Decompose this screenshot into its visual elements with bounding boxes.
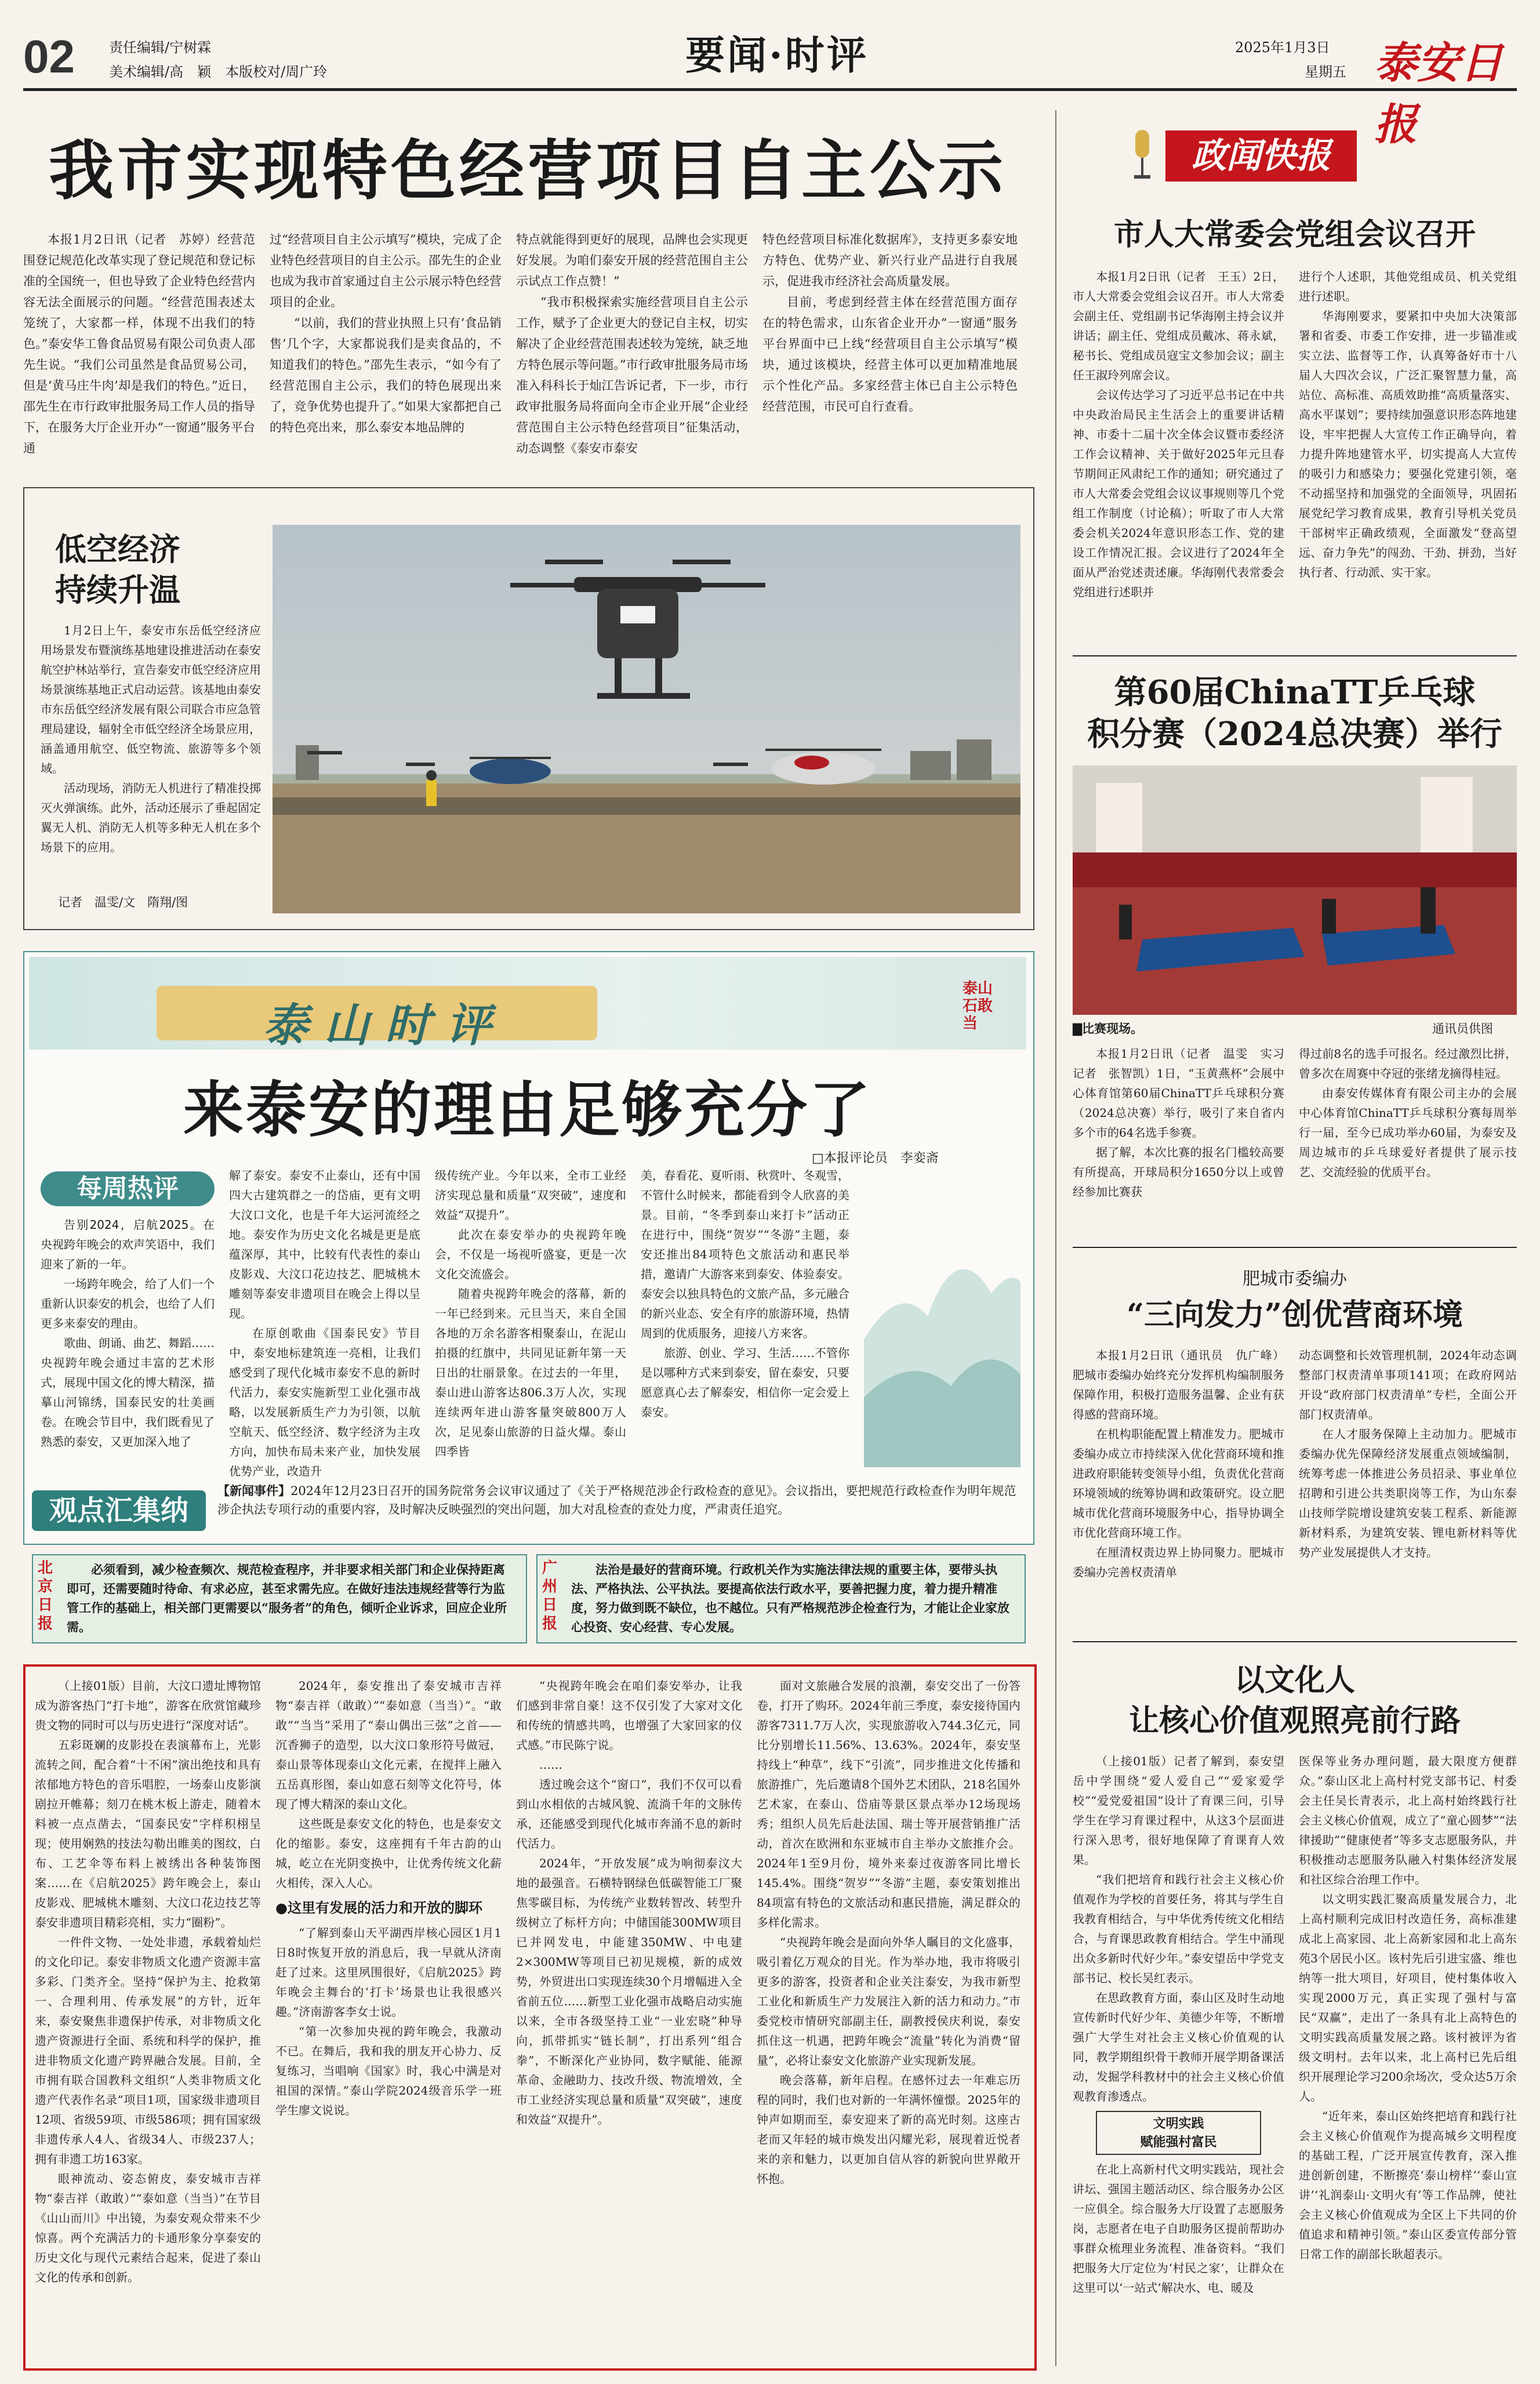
jx-col-1 xyxy=(35,1676,261,2357)
wh-subhead-box xyxy=(1096,2111,1261,2155)
lead-col-4 xyxy=(762,229,1018,467)
shiping-col-3 xyxy=(435,1166,626,1470)
issue-date: 2025年1月3日 xyxy=(1235,39,1330,56)
tt-photo-credit: 通讯员供图 xyxy=(1432,1022,1493,1036)
fc-col-2 xyxy=(1299,1345,1517,1635)
wh-p5: 医保等业务办理问题，最大限度方便群众。”泰山区北上高村村党支部书记、村委会主任吴长青表示，北上高村始终践行社会主义核心价值观，成立了“童心圆梦”“法律援助”“健康使者”等多支志愿服务队，并积极推动志愿服务队融入村集体经济发展和社区综合治理工作中。 xyxy=(1299,1754,1517,1886)
news-event-text: 2024年12月23日召开的国务院常务会议审议通过了《关于严格规范涉企行政检查的意见》。会议指出，要把规范行政检查作为明年规范涉企执法专项行动的重要内容，及时解决反映强烈的突出问题，加大对乱检查的查处力度，严肃责任追究。 xyxy=(217,1484,1016,1516)
guandian-tag: 观点汇集纳 xyxy=(32,1490,206,1531)
lead-p3: “以前，我们的营业执照上只有‘食品销售’几个字，大家都说我们是卖食品的，不知道我们的特色。”邵先生表示，“如今有了经营范围自主公示，我们的特色展现出来了，竞争优势也提升了。”如果大家都把自己的特色亮出来，那么泰安本地品牌的 xyxy=(270,316,502,434)
wh-subhead-1: 文明实践 xyxy=(1153,2116,1204,2131)
kuaibao-badge: 政闻快报 xyxy=(1165,130,1357,182)
drone-credit: 记者 温雯/文 隋翔/图 xyxy=(58,895,188,909)
drone-p1: 1月2日上午，泰安市东岳低空经济应用场景发布暨演练基地建设推进活动在泰安航空护林站举行，宣告泰安市低空经济应用场景演练基地正式启动运营。该基地由泰安市东岳低空经济发展有限公司联合市应急管理局建设，辐射全市低空经济全场景应用，涵盖通用航空、低空物流、旅游等多个领域。 xyxy=(41,623,261,775)
jx-p7: “了解到泰山天平湖西岸核心园区1月1日8时恢复开放的消息后，我一早就从济南赶了过来。这里夙围很好，《启航2025》跨年晚会主舞台的‘打卡’场景也让我很感兴趣。”济南游客李女士说。 xyxy=(275,1926,502,2019)
kb-col-2 xyxy=(1299,267,1517,649)
shiping-p6: 级传统产业。今年以来，全市工业经济实现总量和质量“双突破”，速度和效益“双提升”。 xyxy=(435,1169,626,1222)
lead-headline: 我市实现特色经营项目自主公示 xyxy=(49,133,1007,209)
lead-p4: 特点就能得到更好的展现，品牌也会实现更好发展。为咱们泰安开展的经营范围自主公示试点工作点赞！” xyxy=(516,233,748,288)
view-right-text: 法治是最好的营商环境。行政机关作为实施法律法规的重要主体，要带头执法、严格执法、公平执法。要提高依法行政水平，要善把握力度，着力提升精准度，努力做到既不缺位，也不越位。只有严格规范涉企检查行为，才能让企业家放心投资、安心经营、专心发展。 xyxy=(571,1562,1009,1634)
wh-p7: “近年来，泰山区始终把培育和践行社会主义核心价值观作为提高城乡文明程度的基础工程，广泛开展宣传教育，深入推进创新创建，不断擦亮‘泰山榜样’‘泰山宣讲’‘礼润泰山·文明火有’等工作品牌，使社会主义核心价值观成为全区上下共同的价值追求和精神引领。”泰山区委宣传部分管日常工作的副部长耿超表示。 xyxy=(1299,2109,1517,2261)
rule-2 xyxy=(1073,1247,1517,1248)
weekly-tag: 每周热评 xyxy=(41,1171,215,1206)
fc-col-1 xyxy=(1073,1345,1284,1635)
jx-p9: “央视跨年晚会在咱们泰安举办，让我们感到非常自豪！这不仅引发了大家对文化和传统的情感共鸣，也增强了大家回家的仪式感。”市民陈宁说。 xyxy=(516,1679,742,1752)
shiping-p5: 在原创歌曲《国泰民安》节目中，泰安地标建筑连一亮相，让我们感受到了现代化城市泰安不息的新时代活力，泰安实施新型工业化强市战略，以发展新质生产力为引领，以航空航天、低空经济、数字经济为主攻方向，加快布局未来产业，加快发展优势产业，改造升 xyxy=(229,1326,420,1478)
section-title: 要闻·时评 xyxy=(685,32,869,79)
tt-p4: 由泰安传媒体育有限公司主办的会展中心体育馆ChinaTT乒乓球积分赛每周举行一届，至今已成功举办60届，为泰安及周边城市的乒乓球爱好者提供了展示技艺、交流经验的优质平台。 xyxy=(1299,1086,1517,1179)
shiping-seal: 泰山石敢当 xyxy=(962,980,993,1032)
lead-p1: 本报1月2日讯（记者 苏婷）经营范围登记规范化改革实现了登记规范和登记标准的全国统一，但也导致了企业特色经营内容无法全面展示的问题。“经营范围表述太笼统了，大家都一样，体现不出我们的特色。”泰安华工鲁食品贸易有限公司负责人邵先生说。“我们公司虽然是食品贸易公司，但是‘黄马庄牛肉’却是我们的特色。”近日，邵先生在市行政审批服务局工作人员的指导下，在服务大厅企业开办“一窗通”服务平台通 xyxy=(23,233,255,455)
shiping-p1: 告别2024，启航2025。在央视跨年晚会的欢声笑语中，我们迎来了新的一年。 xyxy=(41,1218,215,1271)
wh-p2: “我们把培育和践行社会主义核心价值观作为学校的首要任务，将其与学生自我教育相结合，与中华优秀传统文化相结合，与育课思政教育相结合。学生中涌现出众多新时代好少年。”泰安望岳中学党支部书记、校长吴红表示。 xyxy=(1073,1873,1284,1985)
shiping-p3: 歌曲、朗诵、曲艺、舞蹈……央视跨年晚会通过丰富的艺术形式，展现中国文化的博大精深，描摹山河锦绣，国泰民安的壮美画卷。在晚会节目中，我们既看见了熟悉的泰安，又更加深入地了 xyxy=(41,1336,215,1449)
shiping-p9: 美，春看花、夏听雨、秋赏叶、冬观雪，不管什么时候来，都能看到令人欣喜的美景。目前，“冬季到泰山来打卡”活动正在进行中，围绕“贺岁”“冬游”主题，泰安还推出84项特色文旅活动和惠民举措，邀请广大游客来到泰安、体验泰安。泰安会以独具特色的文旅产品，多元融合的新兴业态、安全有序的旅游环境，热情周到的优质服务，迎接八方来客。 xyxy=(641,1169,849,1340)
tt-p2: 据了解，本次比赛的报名门槛较高要有所提高，开球局积分1650分以上或曾经参加比赛获 xyxy=(1073,1145,1284,1199)
issue-weekday: 星期五 xyxy=(1305,64,1346,80)
lead-col-1 xyxy=(23,229,255,467)
paper-logo: 泰安日报 xyxy=(1374,38,1503,150)
lead-p5: “我市积极探索实施经营项目自主公示工作，赋予了企业更大的登记自主权，切实解决了企业经营范围表述较为笼统，缺乏地方特色展示等问题。”市行政审批服务局市场准入科科长于灿江告诉记者，下一步，市行政审批服务局将面向全市企业开展“企业经营范围自主公示特色经营项目”征集活动，动态调整《泰安市泰安 xyxy=(516,295,748,455)
news-event xyxy=(217,1482,1018,1519)
fc-p5: 在人才服务保障上主动加力。肥城市委编办优先保障经济发展重点领域编制，统筹考虑一体推进公务员招录、事业单位招聘和引进公共类职岗等工作，为山东泰山技师学院增设建筑安装工程系、新能源新材料系，为建筑安装、锂电新材料等优势产业发展提供人才支持。 xyxy=(1299,1427,1517,1559)
tt-photo xyxy=(1073,765,1517,1015)
view-left-text: 必须看到，减少检查频次、规范检查程序，并非要求相关部门和企业保持距离即可，还需要随时待命、有求必应，甚至求需先应。在做好违法违规经营等行为监管工作的基础上，相关部门更需要以“服务者”的角色，倾听企业诉求，回应企业所需。 xyxy=(67,1562,507,1634)
jx-p3: 一件件文物、一处处非遗，承载着灿烂的文化印记。泰安非物质文化遗产资源丰富多彩、门类齐全。坚持“保护为主、抢救第一、合理利用、传承发展”的方针，近年来，泰安聚焦非遗保护传承，对非物质文化遗产资源进行全面、系统和科学的保护，推进非物质文化遗产跨界融合发展。目前，全市拥有联合国教科文组织“人类非物质文化遗产代表作名录”项目1项，国家级非遗项目12项、省级59项、市级586项；拥有国家级非遗传承人4人、省级34人、市级237人；拥有非遗工坊163家。 xyxy=(35,1935,261,2166)
wh-col-2 xyxy=(1299,1751,1517,2366)
jx-p13: 面对文旅融合发展的浪潮，泰安交出了一份答卷，打开了购环。2024年前三季度，泰安接待国内游客7311.7万人次，实现旅游收入744.3亿元，同比分别增长11.56%、13.63%。2024年，泰安坚持线上“种草”，线下“引流”，同步推进文化传播和旅游推广，先后邀请8个国外艺术团队，218名国外艺术家，在泰山、岱庙等景区景点举办12场现场秀；组织人员先后赴法国、瑞士等开展营销推广活动，首次在欧洲和东亚城市自主举办文旅推介会。2024年1至9月份，境外来泰过夜游客同比增长145.4%。围绕“贺岁”“冬游”主题，泰安策划推出84项富有特色的文旅活动和惠民措施，满足群众的多样化需求。 xyxy=(757,1679,1020,1929)
shiping-col-4 xyxy=(641,1166,849,1470)
shiping-byline: □本报评论员 李娈斋 xyxy=(812,1151,939,1166)
jx-subhead: ●这里有发展的活力和开放的脚环 xyxy=(275,1899,482,1916)
drone-p2: 活动现场，消防无人机进行了精准投掷灭火弹演练。此外，活动还展示了垂起固定翼无人机、消防无人机等多种无人机在多个场景下的应用。 xyxy=(41,781,261,854)
tt-title-1: 第60届ChinaTT乒乓球 xyxy=(1114,673,1476,712)
drone-photo xyxy=(273,525,1020,913)
shiping-col-2 xyxy=(229,1166,420,1478)
jx-p2: 五彩斑斓的皮影投在表演幕布上，光影流转之间，配合着“十不闲”演出绝技和具有浓郁地方特色的音乐唱腔，一场泰山皮影演剧拉开帷幕；刻刀在桃木板上游走，随着木料被一点点凿去，“国泰民安”字样积栩呈现；使用娴熟的技法勾勒出睢美的图纹，白布、工艺伞等布料上被绣出各种装饰图案……在《启航2025》跨年晚会上，泰山皮影戏、肥城桃木雕刻、大汶口花边技艺等泰安非遗项目精彩亮相，实力“圈粉”。 xyxy=(35,1738,261,1929)
kuaibao-headline: 市人大常委会党组会议召开 xyxy=(1113,217,1476,252)
tt-col-2 xyxy=(1299,1044,1517,1224)
tt-p1: 本报1月2日讯（记者 温雯 实习记者 张智凯）1日，“玉黄燕杯”会展中心体育馆第60届ChinaTT乒乓球积分赛（2024总决赛）举行，吸引了来自省内多个市的64名选手参赛。 xyxy=(1073,1047,1284,1140)
lead-p6: 特色经营项目标准化数据库》，支持更多泰安地方特色、优势产业、新兴行业产品进行自我展示，促进我市经济社会高质量发展。 xyxy=(762,233,1018,288)
tt-p3: 得过前8名的选手可报名。经过激烈比拼，曾多次在周赛中夺冠的张绪龙摘得桂冠。 xyxy=(1299,1047,1517,1080)
lead-p2: 过“经营项目自主公示填写”模块，完成了企业特色经营项目的自主公示。邵先生的企业也成为我市首家通过自主公示展示特色经营项目的企业。 xyxy=(270,233,502,309)
wh-subhead-2: 赋能强村富民 xyxy=(1140,2135,1217,2150)
person xyxy=(426,770,437,806)
wenhua-headline-1: 以文化人 xyxy=(1234,1663,1355,1698)
rule-3 xyxy=(1073,1641,1517,1642)
fc-p2: 在机构职能配置上精准发力。肥城市委编办成立市持续深入优化营商环境和推进政府职能转变领导小组，负责优化营商环境领域的统筹协调和政策研究。设立肥城市优化营商环境服务中心，指导协调全市优化营商环境工作。 xyxy=(1073,1427,1284,1540)
jx-col-4 xyxy=(757,1676,1020,2357)
jx-p15: 晚会落幕，新年启程。在感怀过去一年难忘历程的同时，我们也对新的一年满怀憧憬。2025年的钟声如期而至，泰安迎来了新的高光时刻。这座古老而又年轻的城市焕发出闪耀光彩，展现着近悦者来的亲和魅力，以更加自信从容的新貌向世界敞开怀抱。 xyxy=(757,2073,1020,2186)
wh-p4: 在北上高新村代文明实践站，现社会讲坛、强国主题活动区、综合服务办公区一应俱全。综合服务大厅设置了志愿服务岗，志愿者在电子自助服务区提前帮助办事群众梳理业务流程、准备资料。“我们把服务大厅定位为‘村民之家’，让群众在这里可以‘一站式’解决水、电、暖及 xyxy=(1073,2162,1284,2295)
wenhua-headline-2: 让核心价值观照亮前行路 xyxy=(1128,1703,1461,1739)
lead-col-3 xyxy=(516,229,748,467)
shiping-p2: 一场跨年晚会，给了人们一个重新认识泰安的机会，也给了人们更多来泰安的理由。 xyxy=(41,1277,215,1330)
feicheng-kicker: 肥城市委编办 xyxy=(1243,1269,1347,1289)
jx-p10: …… xyxy=(539,1758,562,1772)
wh-p1: （上接01版）记者了解到，泰安望岳中学围绕“爱人爱自己”“爱家爱学校”“爱党爱祖国”设计了育课三问，引导学生在学习育课过程中，从这3个层面进行深入思考，很好地保障了育课育人效果。 xyxy=(1073,1754,1284,1867)
jx-p8: “第一次参加央视的跨年晚会，我激动不已。在舞后，我和我的朋友开心协力、反复练习，当唱响《国家》时，我心中满是对祖国的深情。”泰山学院2024级音乐学一班学生廖文说说。 xyxy=(275,2024,502,2117)
drone-title-1: 低空经济 xyxy=(55,531,180,568)
jx-p14: “央视跨年晚会是面向外华人瞩目的文化盛事，吸引着亿万观众的目光。作为举办地，我市将吸引更多的游客，投资者和企业关注泰安，为我市新型工业化和新质生产力发展注入新的活力和动力。”市委党校市情研究部副主任，副教授侯庆利说，泰安抓住这一机遇，把跨年晚会“流量”转化为消费“留量”，必将让泰安文化旅游产业实现新发展。 xyxy=(757,1935,1020,2067)
drone-text xyxy=(41,621,261,887)
news-event-label: 【新闻事件】 xyxy=(217,1483,290,1498)
jx-p6: 这些既是泰安文化的特色，也是泰安文化的缩影。泰安，这座拥有千年古韵的山城，屹立在光阴变换中，让优秀传统文化薪火相传，深入人心。 xyxy=(275,1817,502,1890)
shiping-p8: 随着央视跨年晚会的落幕，新的一年已经到来。元旦当天，来自全国各地的万余名游客相聚泰山，在泥山拍摄的红旗中，共同见证新年第一天日出的壮丽景象。在过去的一年里，泰山进山游客达806.3万人次，实现连续两年进山游客量突破800万人次，足见泰山旅游的日益火爆。泰山四季皆 xyxy=(435,1287,626,1458)
shiping-banner-title: 泰 山 时 评 xyxy=(263,999,491,1052)
jx-col-3 xyxy=(516,1676,742,2357)
rule-1 xyxy=(1073,655,1517,656)
kb-col-1 xyxy=(1073,267,1284,649)
jx-p4: 眼神流动、姿态俯皮，泰安城市吉祥物“泰吉祥（敢敢）”“泰如意（当当）”在节目《山山而川》中出镜，为泰安观众带来不少惊喜。两个充满活力的卡通形象分享泰安的历史文化与现代元素结合起来，促进了泰山文化的传承和创新。 xyxy=(35,2172,261,2284)
kb-p1: 本报1月2日讯（记者 王玉）2日，市人大常委会党组会议召开。市人大常委会副主任、党组副书记华海刚主持会议并讲话；副主任、党组成员戴冰、蒋永斌，秘书长、党组成员寇宝文参加会议；副主任王淑玲列席会议。 xyxy=(1073,270,1284,382)
jx-p1: （上接01版）目前，大汶口遗址博物馆成为游客热门“打卡地”，游客在欣赏馆藏珍贵文物的同时可以与历史进行“深度对话”。 xyxy=(35,1679,261,1732)
editor-line-1: 责任编辑/宁树霖 xyxy=(109,39,212,56)
drone-title-2: 持续升温 xyxy=(55,571,180,608)
lead-col-2 xyxy=(270,229,502,467)
fc-p1: 本报1月2日讯（通讯员 仇广峰）肥城市委编办始终充分发挥机构编制服务保障作用，积极打造服务温馨、企业有获得感的营商环境。 xyxy=(1073,1348,1284,1421)
jx-p12: 2024年，“开放发展”成为响彻泰汶大地的最强音。石横特钢绿色低碳智能工厂聚焦零碳目标，为传统产业数转智改、转型升级树立了标杆方向；中储国能300MW项目已并网发电，中能建350MW、中电建2×300MW等项目已初见规模，新的成效势，外贸进出口实现连续30个月增幅进入全省前五位……新型工业化强市战略启动实施以来，全市各级坚持工业“一业宏晓”种导向，抓带抓实“链长制”，打出系列“组合拳”，不断深化产业协同，数字赋能、能源革命、金融助力、技改升级、物流增效，全市工业经济实现总量和质量“双突破”，速度和效益“双提升”。 xyxy=(516,1856,742,2127)
kb-p3: 进行个人述职，其他党组成员、机关党组进行述职。 xyxy=(1299,270,1517,303)
kb-p4: 华海刚要求，要紧扣中央加大决策部署和省委、市委工作安排，进一步锚准或实立法、监督等工作，认真筹备好市十八届人大四次会议，广泛汇聚智慧力量，高站位、高标准、高质效助推“高质量落实、高水平谋划”；要持续加强意识形态阵地建设，牢牢把握人大宣传工作正确导向，着力提升阵地建管水平，切实提高人大宣传的吸引力和感染力；要强化党建引领，毫不动摇坚持和加强党的全面领导，巩固拓展党纪学习教育成果，教育引导机关党员干部树牢正确政绩观，全面激发“登高望远、奋力争先”的闯劲、干劲、拼劲，当好执行者、行动派、实干家。 xyxy=(1299,309,1517,579)
shiping-headline: 来泰安的理由足够充分了 xyxy=(183,1074,872,1145)
microphone-icon xyxy=(1125,126,1160,184)
wh-col-1 xyxy=(1073,1751,1284,2366)
masthead-rule xyxy=(23,88,1517,91)
lead-p7: 目前，考虑到经营主体在经营范围方面存在的特色需求，山东省企业开办“一窗通”服务平台界面中已上线“经营项目自主公示填写”模块，通过该模块，经营主体可以更加精准地展示个性化产品。多家经营主体已自主公示特色经营范围，市民可自行查看。 xyxy=(762,295,1018,413)
view-right-source: 广州日报 xyxy=(542,1559,558,1632)
jx-p11: 透过晚会这个“窗口”，我们不仅可以看到山水相依的古城风貌、流淌千年的文脉传承，还能感受到现代化城市奔涌不息的新时代活力。 xyxy=(516,1777,742,1850)
tt-col-1 xyxy=(1073,1044,1284,1224)
tt-caption: ▇比赛现场。 xyxy=(1073,1021,1143,1036)
shiping-p7: 此次在泰安举办的央视跨年晚会，不仅是一场视听盛宴，更是一次文化交流盛会。 xyxy=(435,1228,626,1281)
kb-p2: 会议传达学习了习近平总书记在中共中央政治局民主生活会上的重要讲话精神、市委十二届十次全体会议暨市委经济工作会议精神、关于做好2025年元旦春节期间正风肃纪工作的通知；研究通过了市人大常委会党组会议议事规则等几个党组工作制度（讨论稿）；听取了市人大常委会机关2024年意识形态工作、党的建设工作情况汇报。会议进行了2024年全面从严治党述责述廉。华海刚代表常委会党组进行述职并 xyxy=(1073,388,1284,599)
editor-line-2: 美术编辑/高 颖 本版校对/周广玲 xyxy=(109,64,328,80)
tt-title-2: 积分赛（2024总决赛）举行 xyxy=(1087,715,1502,753)
fc-p4: 动态调整和长效管理机制，2024年动态调整部门权责清单事项141项；在政府网站开设“政府部门权责清单”专栏，全面公开部门权责清单。 xyxy=(1299,1348,1517,1421)
page-number: 02 xyxy=(23,31,75,82)
jx-col-2 xyxy=(275,1676,502,2357)
view-left-source: 北京日报 xyxy=(38,1559,53,1632)
shiping-col-1 xyxy=(41,1215,215,1470)
shiping-mountain-art xyxy=(864,1166,1020,1467)
jx-p5: 2024年，泰安推出了泰安城市吉祥物“泰吉祥（敢敢）”“泰如意（当当）”。“敢敢”“当当”采用了“泰山偶出三弦”之首——沉香狮子的造型，以大汶口象形符号做冠，泰山景等体现泰山文化元素，在搅拌上融入五岳真形图，泰山如意石刻等文化符号，体现了博大精深的泰山文化。 xyxy=(275,1679,502,1811)
wh-p6: 以文明实践汇聚高质量发展合力，北上高村顺利完成旧村改造任务，高标准建成北上高家园、北上高新家园和北上高东苑3个居民小区。该村先后引进宝盛、维也纳等一批大项目，好项目，使村集体收入实现2000万元，真正实现了强村与富民“双赢”，走出了一条具有北上高特色的文明实践高质量发展之路。该村被评为省级文明村。去年以来，北上高村已先后组织开展理论学习200余场次，受众达5万余人。 xyxy=(1299,1892,1517,2103)
fc-p3: 在厘清权责边界上协同聚力。肥城市委编办完善权责清单 xyxy=(1073,1545,1284,1579)
shiping-p10: 旅游、创业、学习、生活……不管你是以哪种方式来到泰安，留在泰安，只要愿意真心去了解泰安，相信你一定会爱上泰安。 xyxy=(641,1346,849,1419)
feicheng-headline: “三向发力”创优营商环境 xyxy=(1127,1297,1463,1333)
wh-p3: 在思政教育方面，泰山区及时生动地宣传新时代好少年、美德少年等，不断增强广大学生对社会主义核心价值观的认同，教学期组织骨干教师开展学期备课活动，发掘学科教材中的社会主义核心价值观教育渗透点。 xyxy=(1073,1991,1284,2103)
shiping-p4: 解了泰安。泰安不止泰山，还有中国四大古建筑群之一的岱庙，更有文明大汶口文化，也是千年大运河流经之地。泰安作为历史文化名城是更是底蕴深厚，其中，比较有代表性的泰山皮影戏、大汶口花边技艺、肥城桃木雕刻等泰安非遗项目在晚会上得以呈现。 xyxy=(229,1169,420,1320)
right-column-divider xyxy=(1055,110,1056,2366)
